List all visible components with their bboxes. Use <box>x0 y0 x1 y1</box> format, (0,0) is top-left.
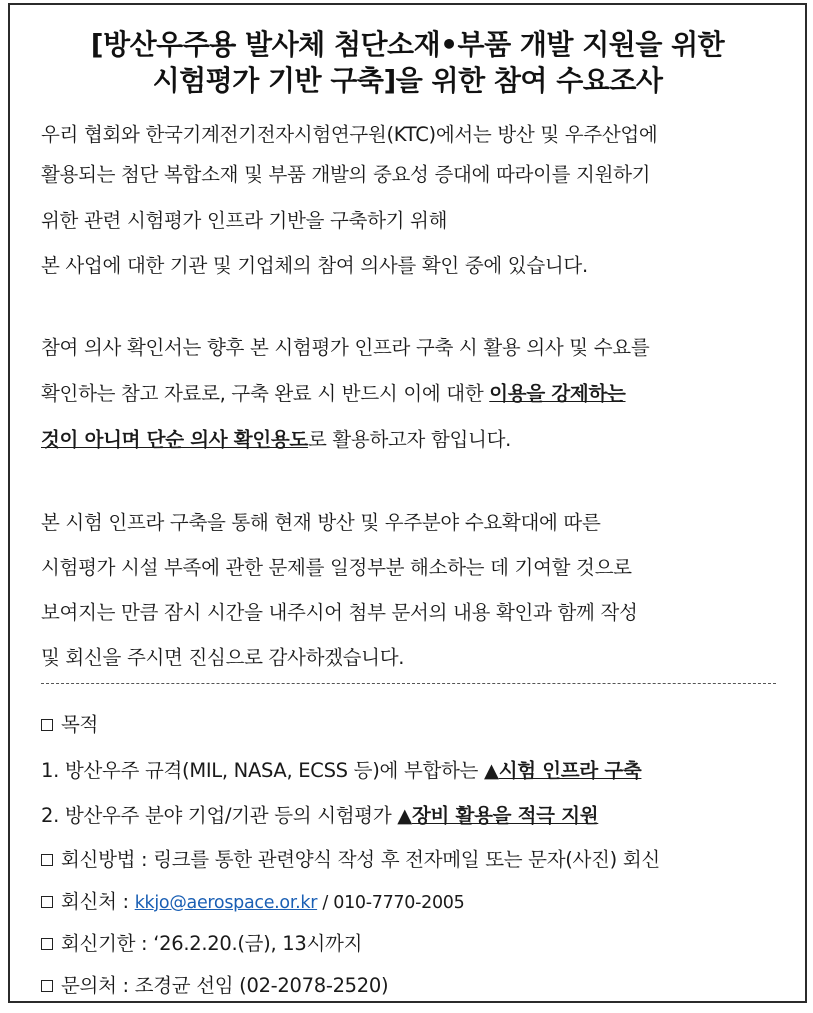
email-link[interactable]: kkjo@aerospace.or.kr <box>134 893 318 913</box>
square-bullet-icon <box>41 980 53 992</box>
deadline-text: 회신기한 : ‘26.2.20.(금), 13시까지 <box>61 932 363 955</box>
reply-to-label: 회신처 : <box>61 890 135 913</box>
emphasis-text-2: 것이 아니며 단순 의사 확인용도 <box>41 428 308 451</box>
square-bullet-icon <box>41 854 53 866</box>
closing-line-1: 본 시험 인프라 구축을 통해 현재 방산 및 우주분야 수요확대에 따른 <box>41 511 601 534</box>
contact-text: 문의처 : 조경균 선임 (02-2078-2520) <box>61 974 389 997</box>
dashed-divider <box>41 683 776 684</box>
closing-line-4: 및 회신을 주시면 진심으로 감사하겠습니다. <box>41 646 405 669</box>
purpose-item-1-text: 1. 방산우주 규격(MIL, NASA, ECSS 등)에 부합하는 ▲ <box>41 759 499 782</box>
purpose-item-2-text: 2. 방산우주 분야 기업/기관 등의 시험평가 ▲ <box>41 804 412 827</box>
intro-line-3: 위한 관련 시험평가 인프라 기반을 구축하기 위해 <box>41 209 448 232</box>
reply-method <box>41 844 660 872</box>
purpose-item-2-emphasis: 장비 활용을 적극 지원 <box>411 804 599 827</box>
purpose-item-1-emphasis: 시험 인프라 구축 <box>498 759 642 782</box>
closing-line-3: 보여지는 만큼 잠시 시간을 내주시어 첨부 문서의 내용 확인과 함께 작성 <box>41 601 638 624</box>
reply-deadline <box>41 928 362 956</box>
reply-method-text: 회신방법 : 링크를 통한 관련양식 작성 후 전자메일 또는 문자(사진) 회신 <box>61 848 660 871</box>
purpose-line-2 <box>41 378 626 406</box>
purpose-line-2-text: 확인하는 참고 자료로, 구축 완료 시 반드시 이에 대한 <box>41 382 490 405</box>
emphasis-text: 이용을 강제하는 <box>489 382 626 405</box>
purpose-item-1 <box>41 755 641 783</box>
notice-frame <box>8 3 807 1003</box>
reply-phone: / 010-7770-2005 <box>317 893 465 913</box>
purpose-line-3 <box>41 424 511 452</box>
intro-line-1: 우리 협회와 한국기계전기전자시험연구원(KTC)에서는 방산 및 우주산업에 <box>41 123 658 146</box>
contact-info <box>41 970 388 998</box>
purpose-line-3-text: 로 활용하고자 함입니다. <box>307 428 512 451</box>
title-line-2: 시험평가 기반 구축]을 위한 참여 수요조사 <box>152 64 663 97</box>
purpose-item-2 <box>41 800 598 828</box>
square-bullet-icon <box>41 896 53 908</box>
square-bullet-icon <box>41 719 53 731</box>
square-bullet-icon <box>41 938 53 950</box>
reply-to <box>41 886 464 914</box>
purpose-heading-label: 목적 <box>61 713 99 736</box>
purpose-heading <box>41 709 98 737</box>
title-line-1: [방산우주용 발사체 첨단소재•부품 개발 지원을 위한 <box>90 28 725 61</box>
intro-line-4: 본 사업에 대한 기관 및 기업체의 참여 의사를 확인 중에 있습니다. <box>41 254 588 277</box>
purpose-line-1: 참여 의사 확인서는 향후 본 시험평가 인프라 구축 시 활용 의사 및 수요를 <box>41 336 650 359</box>
closing-line-2: 시험평가 시설 부족에 관한 문제를 일정부분 해소하는 데 기여할 것으로 <box>41 556 632 579</box>
intro-line-2: 활용되는 첨단 복합소재 및 부품 개발의 중요성 증대에 따라이를 지원하기 <box>41 163 651 186</box>
